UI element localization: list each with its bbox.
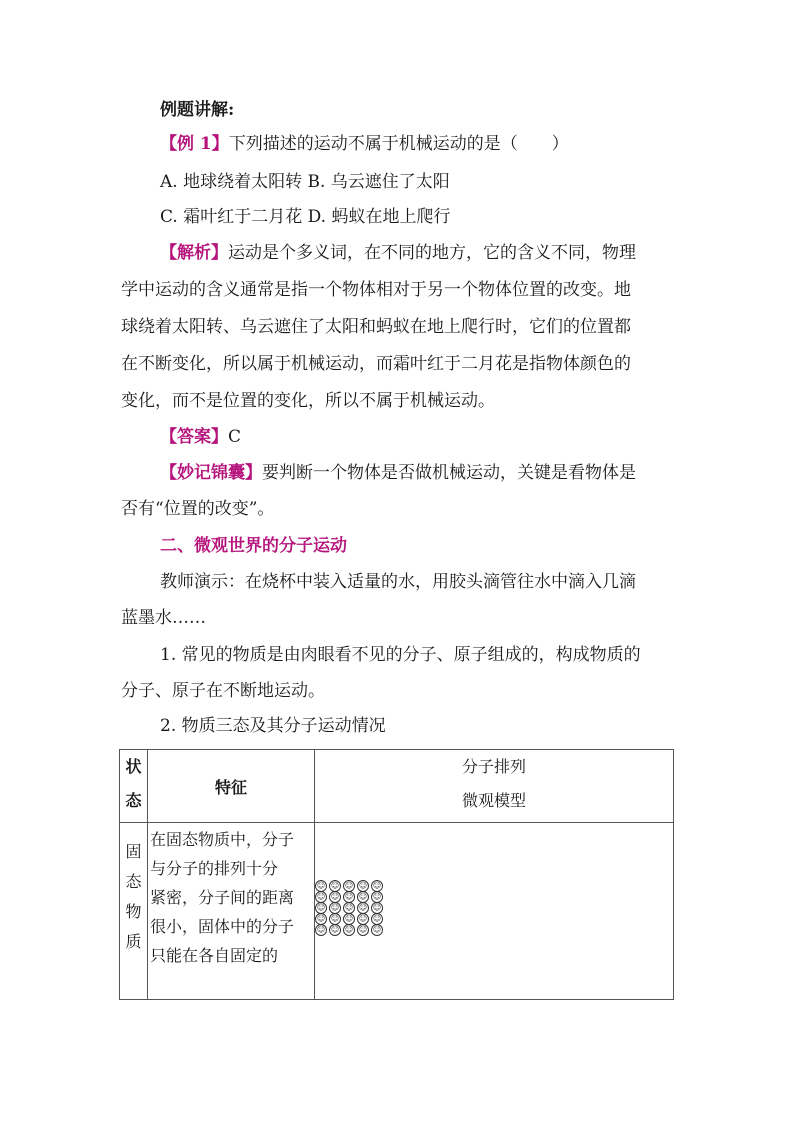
table-header-row [120, 750, 674, 823]
option-cd: C. 霜叶红于二月花 D. 蚂蚁在地上爬行 [160, 207, 451, 227]
example-question [160, 132, 569, 156]
smiley-face-icon: ☺ [372, 881, 382, 890]
smiley-face-icon: ☺ [316, 925, 326, 934]
row-state-char: 态 [125, 872, 142, 891]
example-question-text: 下列描述的运动不属于机械运动的是（ ） [228, 134, 569, 154]
smiley-face-icon: ☺ [358, 892, 368, 901]
analysis-text-1: 运动是个多义词，在不同的地方，它的含义不同，物理 [228, 243, 636, 263]
states-of-matter-table [119, 749, 674, 1000]
table-row [120, 823, 674, 1000]
answer-tag: 【答案】 [160, 427, 228, 447]
row-feature-line: 紧密，分子间的距离 [150, 888, 295, 907]
analysis-line-1 [160, 241, 636, 265]
smiley-face-icon: ☺ [330, 914, 340, 923]
smiley-face-icon: ☺ [358, 903, 368, 912]
header-model [315, 750, 674, 823]
smiley-face-icon: ☺ [344, 892, 354, 901]
smiley-face-icon: ☺ [358, 925, 368, 934]
section-heading-2: 二、微观世界的分子运动 [160, 536, 347, 556]
smiley-face-icon: ☺ [358, 881, 368, 890]
tip-line-2: 否有“位置的改变”。 [121, 499, 275, 519]
smiley-face-icon: ☺ [372, 892, 382, 901]
smiley-face-icon: ☺ [330, 903, 340, 912]
smiley-face-icon: ☺ [330, 881, 340, 890]
row-feature-line: 与分子的排列十分 [150, 859, 279, 878]
analysis-line-5: 变化，而不是位置的变化，所以不属于机械运动。 [121, 391, 495, 411]
example-tag: 【例 1】 [160, 134, 229, 154]
header-feature: 特征 [148, 750, 315, 823]
row-state [120, 823, 148, 1000]
tip-text-1: 要判断一个物体是否做机械运动，关键是看物体是 [262, 463, 636, 483]
header-state [120, 750, 148, 823]
analysis-tag: 【解析】 [160, 243, 228, 263]
tip-line-1 [160, 461, 636, 485]
row-state-char: 质 [125, 932, 142, 951]
point1-line-2: 分子、原子在不断地运动。 [121, 681, 325, 701]
smiley-face-icon: ☺ [344, 914, 354, 923]
analysis-line-2: 学中运动的含义通常是指一个物体相对于另一个物体位置的改变。地 [121, 280, 631, 300]
smiley-face-icon: ☺ [358, 914, 368, 923]
demo-line-2: 蓝墨水…… [121, 608, 206, 628]
smiley-face-icon: ☺ [372, 903, 382, 912]
row-model [315, 823, 674, 1000]
row-feature-line: 很小，固体中的分子 [150, 917, 295, 936]
point2-line: 2. 物质三态及其分子运动情况 [160, 716, 386, 736]
smiley-face-icon: ☺ [372, 925, 382, 934]
point1-line-1: 1. 常见的物质是由肉眼看不见的分子、原子组成的，构成物质的 [160, 645, 641, 665]
smiley-face-icon: ☺ [330, 925, 340, 934]
analysis-line-4: 在不断变化，所以属于机械运动，而霜叶红于二月花是指物体颜色的 [121, 354, 631, 374]
smiley-face-icon: ☺ [372, 914, 382, 923]
smiley-face-icon: ☺ [316, 881, 326, 890]
header-state-char-2: 态 [125, 791, 142, 810]
smiley-face-icon: ☺ [344, 925, 354, 934]
header-state-char-1: 状 [125, 757, 142, 776]
smiley-face-icon: ☺ [330, 892, 340, 901]
tip-tag: 【妙记锦囊】 [160, 463, 262, 483]
option-ab: A. 地球绕着太阳转 B. 乌云遮住了太阳 [160, 172, 450, 192]
solid-molecule-grid [315, 880, 384, 935]
section-heading: 例题讲解: [160, 100, 235, 120]
demo-line-1: 教师演示：在烧杯中装入适量的水，用胶头滴管往水中滴入几滴 [160, 572, 636, 592]
answer-value: C [228, 427, 242, 447]
smiley-face-icon: ☺ [316, 892, 326, 901]
row-feature-line: 只能在各自固定的 [150, 946, 279, 965]
row-feature-line: 在固态物质中，分子 [150, 830, 295, 849]
row-state-char: 物 [125, 902, 142, 921]
row-feature [148, 823, 315, 1000]
smiley-face-icon: ☺ [316, 903, 326, 912]
header-model-line-2: 微观模型 [461, 791, 526, 810]
header-model-line-1: 分子排列 [461, 757, 526, 776]
smiley-face-icon: ☺ [344, 881, 354, 890]
analysis-line-3: 球绕着太阳转、乌云遮住了太阳和蚂蚁在地上爬行时，它们的位置都 [121, 317, 631, 337]
row-state-char: 固 [125, 842, 142, 861]
smiley-face-icon: ☺ [344, 903, 354, 912]
smiley-face-icon: ☺ [316, 914, 326, 923]
answer-line [160, 425, 241, 449]
